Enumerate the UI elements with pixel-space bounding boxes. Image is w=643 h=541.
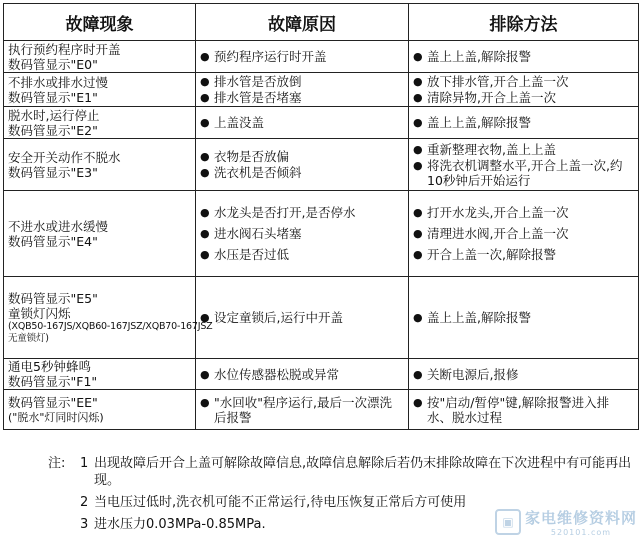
cause-text: 洗衣机是否倾斜 (214, 165, 302, 180)
table-row (4, 73, 639, 107)
remedy-item (413, 367, 634, 382)
symptom-cell (4, 359, 196, 390)
remedy-item (413, 74, 634, 89)
symptom-line: 数码管显示"E4" (8, 233, 98, 249)
remedy-text: 清理进水阀,开合上盖一次 (427, 226, 569, 241)
symptom-line: 数码管显示"E5" (8, 290, 98, 306)
cause-item (200, 74, 404, 89)
remedy-text: 打开水龙头,开合上盖一次 (427, 205, 569, 220)
cause-text: 水龙头是否打开,是否停水 (214, 205, 356, 220)
remedy-text: 盖上上盖,解除报警 (427, 310, 531, 325)
symptom-cell (4, 277, 213, 359)
cause-item (200, 165, 404, 180)
symptom-model-note: (XQB50-167JS/XQB60-167JSZ/XQB70-167JSZ (8, 320, 213, 332)
bullet-icon: ● (200, 91, 210, 104)
bullet-icon: ● (200, 150, 210, 163)
bullet-icon: ● (413, 158, 423, 172)
symptom-line: 童锁灯闪烁 (8, 305, 71, 321)
cause-item (200, 367, 404, 382)
remedy-cell (409, 359, 639, 390)
table-row (4, 107, 639, 139)
symptom-cell (4, 390, 196, 430)
symptom-cell (4, 107, 196, 139)
cause-cell (196, 359, 409, 390)
cause-item (200, 149, 404, 164)
bullet-icon: ● (200, 166, 210, 179)
notes-label: 注: (48, 456, 66, 471)
symptom-cell (4, 73, 196, 107)
cause-text: 水压是否过低 (214, 247, 290, 262)
bullet-icon: ● (200, 50, 210, 63)
cause-text: "水回收"程序运行,最后一次漂洗后报警 (214, 394, 392, 425)
cause-cell (196, 139, 409, 191)
symptom-line: 数码管显示"F1" (8, 374, 98, 389)
cause-item (200, 395, 404, 425)
symptom-line: 执行预约程序时开盖 (8, 41, 121, 57)
bullet-icon: ● (200, 206, 210, 219)
remedy-cell (409, 139, 639, 191)
remedy-item (413, 247, 634, 262)
cause-text: 设定童锁后,运行中开盖 (214, 310, 343, 325)
cause-text: 预约程序运行时开盖 (214, 49, 327, 64)
bullet-icon: ● (200, 395, 210, 409)
remedy-text: 盖上上盖,解除报警 (427, 49, 531, 64)
cause-cell (196, 73, 409, 107)
table-row (4, 359, 639, 390)
remedy-item (413, 49, 634, 64)
remedy-item (413, 158, 634, 188)
symptom-line: 通电5秒钟蜂鸣 (8, 359, 91, 374)
header-remedy: 排除方法 (409, 4, 639, 41)
cause-text: 水位传感器松脱或异常 (214, 366, 340, 382)
cause-cell (196, 390, 409, 430)
symptom-note: ("脱水"灯同时闪烁) (8, 410, 104, 424)
note-text: 出现故障后开合上盖可解除故障信息,故障信息解除后若仍末排除故障在下次进程中有可能再出现。 (94, 456, 632, 488)
fault-table (3, 3, 639, 430)
note-number: 3 (80, 517, 89, 532)
bullet-icon: ● (200, 116, 210, 129)
symptom-line: 不进水或进水缓慢 (8, 218, 109, 234)
bullet-icon: ● (200, 75, 210, 88)
header-cause: 故障原因 (196, 4, 409, 41)
cause-cell (196, 191, 409, 277)
remedy-item (413, 142, 634, 157)
note-number: 2 (80, 495, 89, 510)
symptom-model-note: 无童锁灯) (8, 332, 49, 344)
header-row (4, 4, 639, 41)
symptom-line: 脱水时,运行停止 (8, 107, 100, 123)
watermark (495, 507, 637, 537)
bullet-icon: ● (200, 227, 210, 240)
bullet-icon: ● (413, 91, 423, 104)
bullet-icon: ● (413, 367, 423, 381)
cause-text: 排水管是否堵塞 (214, 90, 302, 105)
symptom-line: 数码管显示"E0" (8, 56, 98, 72)
note-text: 当电压过低时,洗衣机可能不正常运行,待电压恢复正常后方可使用 (94, 495, 467, 510)
symptom-line: 不排水或排水过慢 (8, 74, 109, 90)
watermark-title: 家电维修资料网 (524, 509, 637, 527)
remedy-text: 清除异物,开合上盖一次 (427, 90, 556, 105)
bullet-icon: ● (413, 248, 423, 261)
bullet-icon: ● (413, 75, 423, 88)
cause-text: 衣物是否放偏 (214, 149, 290, 164)
symptom-line: 数码管显示"E1" (8, 89, 98, 105)
cause-cell (196, 41, 409, 73)
cause-item (200, 49, 404, 64)
cause-item (200, 247, 404, 262)
table-row (4, 390, 639, 430)
symptom-cell (4, 191, 196, 277)
symptom-line: 数码管显示"EE" (8, 394, 98, 410)
bullet-icon: ● (413, 142, 423, 156)
remedy-cell (409, 73, 639, 107)
cause-text: 上盖没盖 (214, 115, 265, 130)
bullet-icon: ● (413, 206, 423, 219)
remedy-item (413, 226, 634, 241)
table-row (4, 191, 639, 277)
symptom-line: 数码管显示"E3" (8, 164, 98, 180)
table-row (4, 41, 639, 73)
remedy-cell (409, 191, 639, 277)
symptom-cell (4, 41, 196, 73)
bullet-icon: ● (200, 311, 210, 324)
remedy-cell (409, 107, 639, 139)
remedy-cell (409, 277, 639, 359)
remedy-cell (409, 41, 639, 73)
cause-cell (196, 107, 409, 139)
remedy-item (413, 115, 634, 130)
bullet-icon: ● (413, 227, 423, 240)
header-symptom: 故障现象 (4, 4, 196, 41)
table-row (4, 139, 639, 191)
symptom-line: 安全开关动作不脱水 (8, 149, 121, 165)
symptom-cell (4, 139, 196, 191)
symptom-line: 数码管显示"E2" (8, 122, 98, 138)
bullet-icon: ● (413, 395, 423, 409)
bullet-icon: ● (200, 248, 210, 261)
bullet-icon: ● (200, 367, 210, 381)
table-row (4, 277, 639, 359)
bullet-icon: ● (413, 116, 423, 129)
cause-cell (196, 277, 409, 359)
cause-item (200, 115, 404, 130)
remedy-text: 开合上盖一次,解除报警 (427, 247, 556, 262)
remedy-item (413, 310, 634, 325)
remedy-item (413, 205, 634, 220)
bullet-icon: ● (413, 50, 423, 63)
watermark-logo-icon: ▣ (495, 509, 521, 535)
note-text: 进水压力0.03MPa-0.85MPa. (94, 517, 266, 532)
cause-text: 排水管是否放倒 (214, 74, 302, 89)
cause-item (200, 205, 404, 220)
remedy-text: 放下排水管,开合上盖一次 (427, 74, 569, 89)
remedy-item (413, 395, 634, 425)
cause-item (200, 226, 404, 241)
cause-text: 进水阀石头堵塞 (214, 226, 302, 241)
cause-item (200, 90, 404, 105)
remedy-text: 关断电源后,报修 (427, 366, 519, 382)
remedy-cell (409, 390, 639, 430)
remedy-text: 按"启动/暂停"键,解除报警进入排水、脱水过程 (427, 394, 610, 425)
remedy-text: 将洗衣机调整水平,开合上盖一次,约10秒钟后开始运行 (427, 157, 623, 188)
remedy-text: 重新整理衣物,盖上上盖 (427, 141, 556, 157)
remedy-item (413, 90, 634, 105)
remedy-text: 盖上上盖,解除报警 (427, 115, 531, 130)
watermark-url: 520101.com (550, 528, 612, 537)
cause-item (200, 310, 404, 325)
note-number: 1 (80, 456, 89, 471)
bullet-icon: ● (413, 311, 423, 324)
